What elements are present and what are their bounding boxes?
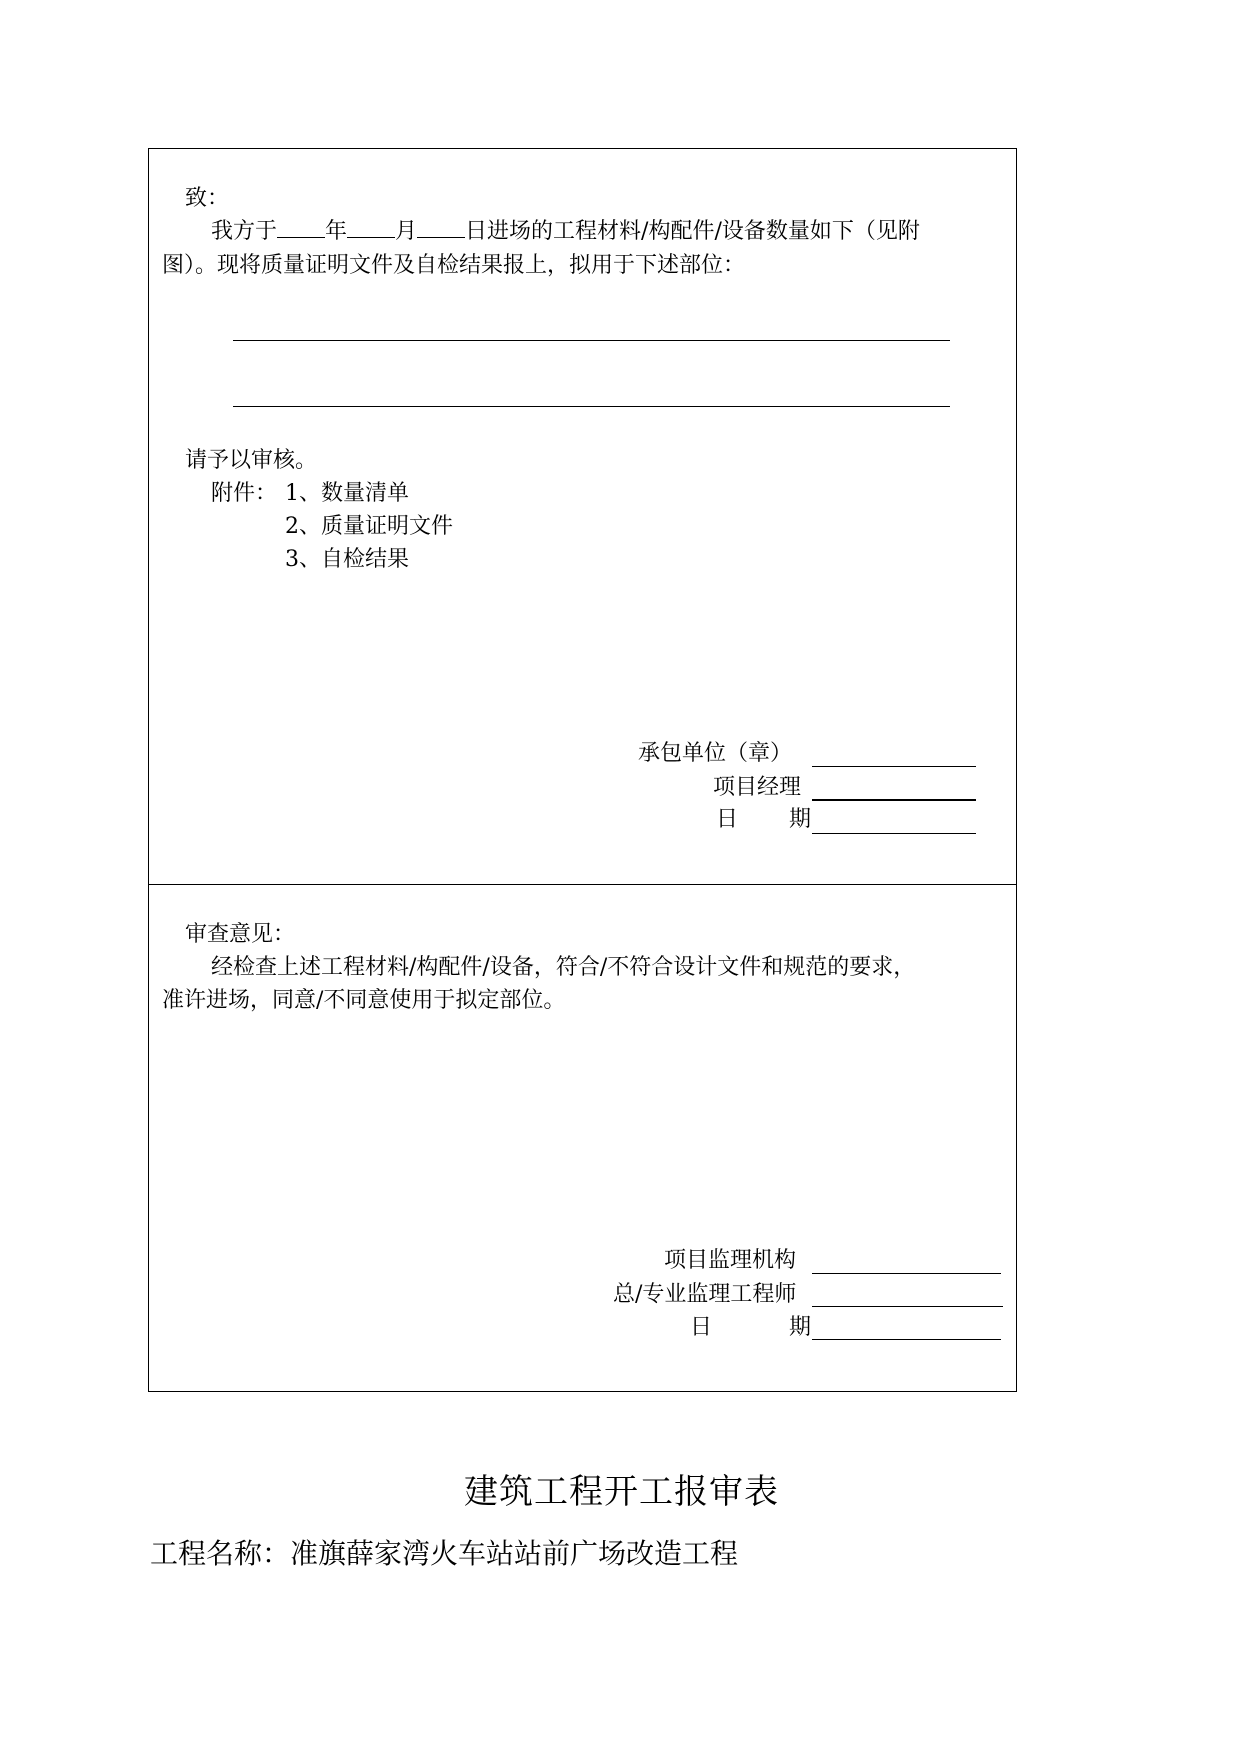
to-label: 致： <box>185 186 230 211</box>
intro-part2: 日进场的工程材料/构配件/设备数量如下（见附 <box>465 219 920 244</box>
intro-part1: 我方于 <box>211 219 278 244</box>
supervisor-blank[interactable] <box>812 1306 1003 1307</box>
intro-line-1 <box>211 219 920 245</box>
location-blank-1[interactable] <box>233 340 950 341</box>
month-label: 月 <box>395 219 418 244</box>
month-blank[interactable] <box>347 237 395 238</box>
location-blank-2[interactable] <box>233 406 950 407</box>
project-name-line <box>150 1537 738 1571</box>
day-blank[interactable] <box>417 237 465 238</box>
review-line-1: 经检查上述工程材料/构配件/设备，符合/不符合设计文件和规范的要求， <box>211 955 916 980</box>
pm-label: 项目经理 <box>713 775 802 800</box>
attachments-label: 附件： <box>211 481 278 506</box>
date2-blank[interactable] <box>812 1339 1001 1340</box>
date2-label-1: 日 <box>690 1315 713 1340</box>
date-label-2: 期 <box>789 807 812 832</box>
request-review-text: 请予以审核。 <box>185 448 318 473</box>
attachment-item-2: 2、质量证明文件 <box>285 514 453 539</box>
review-label: 审查意见： <box>185 922 296 947</box>
supervisor-label: 总/专业监理工程师 <box>613 1282 797 1307</box>
date-blank[interactable] <box>812 833 976 834</box>
attachment-item-1: 1、数量清单 <box>285 481 409 506</box>
contractor-blank[interactable] <box>812 766 976 767</box>
supervision-org-blank[interactable] <box>812 1273 1001 1274</box>
year-blank[interactable] <box>277 237 325 238</box>
supervision-org-label: 项目监理机构 <box>664 1248 797 1273</box>
date-label-1: 日 <box>716 807 739 832</box>
intro-line-2: 图）。现将质量证明文件及自检结果报上，拟用于下述部位： <box>162 253 746 278</box>
next-form-title: 建筑工程开工报审表 <box>464 1472 779 1512</box>
project-label: 工程名称： <box>150 1537 291 1570</box>
project-name: 准旗薛家湾火车站站前广场改造工程 <box>290 1537 739 1570</box>
contractor-label: 承包单位（章） <box>638 741 793 766</box>
attachment-item-3: 3、自检结果 <box>285 547 409 572</box>
year-label: 年 <box>325 219 348 244</box>
pm-blank[interactable] <box>812 799 976 801</box>
review-line-2: 准许进场，同意/不同意使用于拟定部位。 <box>162 988 566 1013</box>
date2-label-2: 期 <box>789 1315 812 1340</box>
